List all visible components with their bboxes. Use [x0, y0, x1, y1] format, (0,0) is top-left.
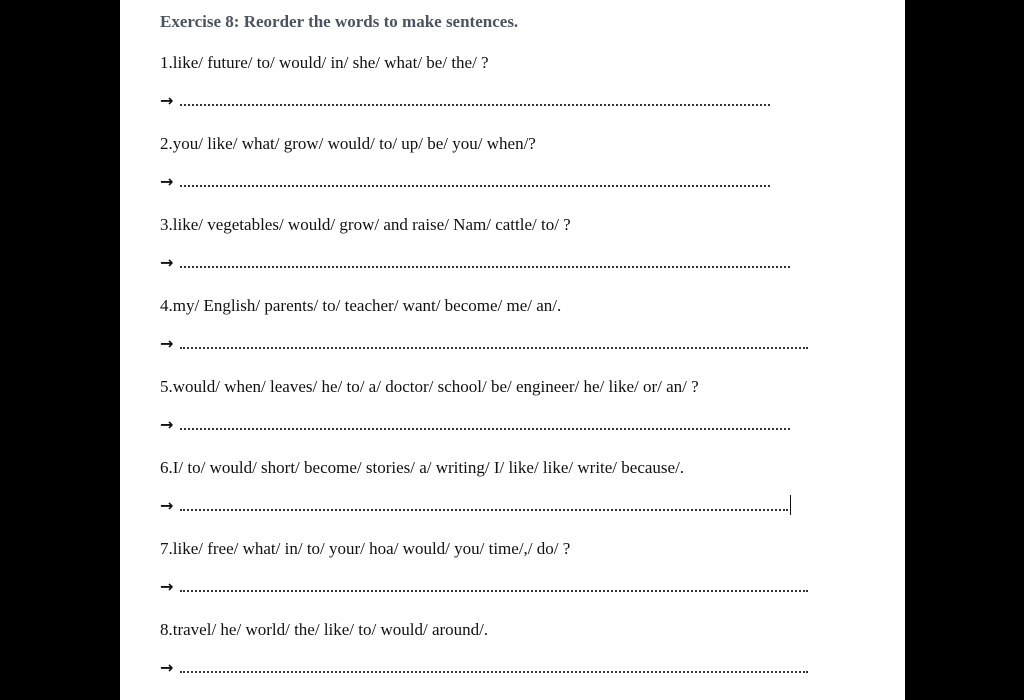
item-prompt: 6.I/ to/ would/ short/ become/ stories/ a/ writing/ I/ like/ like/ write/ because/.	[160, 458, 685, 477]
answer-line[interactable]	[160, 570, 860, 596]
dotted-answer-blank[interactable]	[180, 428, 790, 430]
item-prompt: 3.like/ vegetables/ would/ grow/ and raise/ Nam/ cattle/ to/ ?	[160, 215, 571, 234]
exercise-item-4	[160, 285, 860, 366]
arrow-icon: →	[160, 91, 174, 110]
exercise-item-2	[160, 123, 860, 204]
answer-line[interactable]	[160, 165, 860, 191]
answer-line[interactable]	[160, 408, 860, 434]
worksheet-page	[120, 0, 905, 700]
answer-line[interactable]	[160, 84, 860, 110]
dotted-answer-blank[interactable]	[180, 590, 808, 592]
dotted-answer-blank[interactable]	[180, 266, 790, 268]
exercise-item-7	[160, 528, 860, 609]
exercise-title: Exercise 8: Reorder the words to make sentences.	[160, 12, 519, 31]
exercise-item-5	[160, 366, 860, 447]
text-cursor	[790, 495, 791, 515]
arrow-icon: →	[160, 334, 174, 353]
arrow-icon: →	[160, 415, 174, 434]
arrow-icon: →	[160, 496, 174, 515]
answer-line[interactable]	[160, 489, 860, 515]
item-prompt: 2.you/ like/ what/ grow/ would/ to/ up/ be/ you/ when/?	[160, 134, 536, 153]
item-prompt: 4.my/ English/ parents/ to/ teacher/ want/ become/ me/ an/.	[160, 296, 562, 315]
dotted-answer-blank[interactable]	[180, 347, 808, 349]
dotted-answer-blank[interactable]	[180, 671, 808, 673]
item-prompt: 8.travel/ he/ world/ the/ like/ to/ would/ around/.	[160, 620, 489, 639]
exercise-item-8	[160, 609, 860, 690]
arrow-icon: →	[160, 172, 174, 191]
dotted-answer-blank[interactable]	[180, 185, 770, 187]
exercise-item-1	[160, 42, 860, 123]
answer-line[interactable]	[160, 651, 860, 677]
dotted-answer-blank[interactable]	[180, 509, 788, 511]
dotted-answer-blank[interactable]	[180, 104, 770, 106]
arrow-icon: →	[160, 658, 174, 677]
arrow-icon: →	[160, 253, 174, 272]
exercise-item-6	[160, 447, 860, 528]
item-prompt: 1.like/ future/ to/ would/ in/ she/ what/ be/ the/ ?	[160, 53, 489, 72]
arrow-icon: →	[160, 577, 174, 596]
worksheet-content	[160, 10, 860, 690]
answer-line[interactable]	[160, 327, 860, 353]
exercise-item-3	[160, 204, 860, 285]
item-prompt: 5.would/ when/ leaves/ he/ to/ a/ doctor/ school/ be/ engineer/ he/ like/ or/ an/ ?	[160, 377, 699, 396]
item-prompt: 7.like/ free/ what/ in/ to/ your/ hoa/ would/ you/ time/,/ do/ ?	[160, 539, 571, 558]
answer-line[interactable]	[160, 246, 860, 272]
